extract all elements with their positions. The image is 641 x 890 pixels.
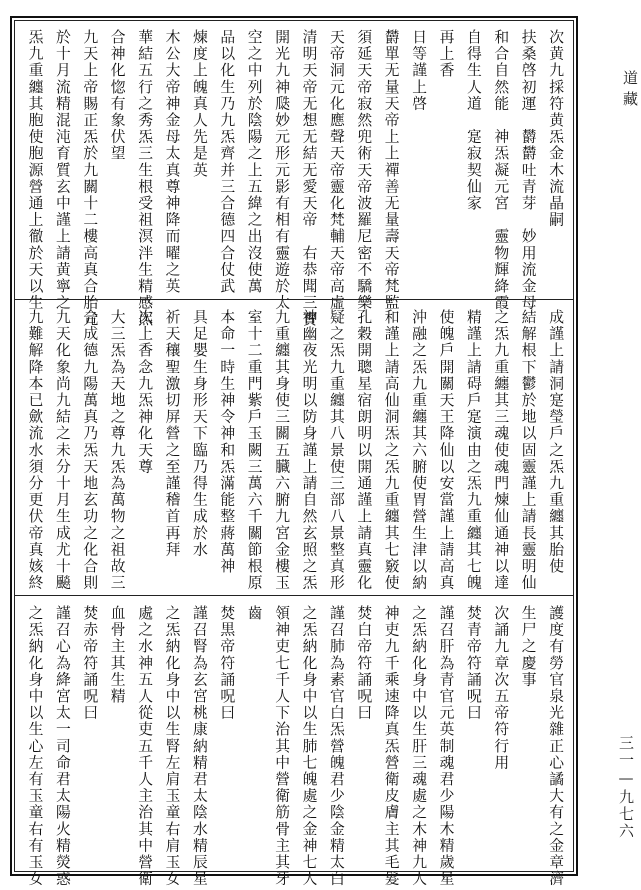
text-column: 齒 [245, 605, 263, 622]
text-column: 謹召腎為玄宮桃康納精君太陰水精辰星 [190, 605, 208, 888]
text-column: 之炁納化身中以生心左有玉童右有玉女 [26, 605, 44, 888]
text-column: 生尸之慶事 [519, 605, 537, 688]
text-column: 神吏九千乘速降真炁營衛皮膚主其毛髮 [382, 605, 400, 888]
text-column: 之炁納化身中以生肝三魂處之木神九人 [410, 605, 428, 888]
text-column: 日等謹上啓 [410, 29, 428, 112]
text-column: 具足嬰生身形天下臨乃得生成於水 [190, 309, 208, 558]
text-column: 神幽夜光明以防身謹上請自然玄照之炁 [300, 309, 318, 592]
text-column: 疑之炁九重纏其八景使三部八景整真形 [327, 309, 345, 592]
text-column: 須延天帝寂然兜術天帝波羅尼密不驕樂 [355, 29, 373, 312]
text-column: 沖融之炁九重纏其六腑使胃營生津以納 [410, 309, 428, 592]
text-column: 之炁九重纏其三魂使魂門煉仙通神以達 [492, 309, 510, 592]
text-column: 成謹上請洞寔瑩戶之炁九重纏其胎使 [547, 309, 565, 575]
text-column: 血骨主其生精 [108, 605, 126, 705]
text-column: 合神化惚有象伏望 [108, 29, 126, 162]
text-column: 品以化生乃九炁齊并三合德四合仗武 [218, 29, 236, 295]
text-column: 次黄九採符黄炁金木流晶嗣 [547, 29, 565, 229]
text-column: 謹召肺為素官白炁營魄君少陰金精太白 [327, 605, 345, 888]
text-column: 使魄戶開關天王降仙以安當謹上請高真 [437, 309, 455, 592]
text-column: 九天上帝賜正炁於九關十二樓高真合胎元 [81, 29, 99, 328]
text-column: 孔穀開聰星宿朗明以開通謹上請真靈化 [355, 309, 373, 592]
text-column: 次上香念九炁神化天尊 [136, 309, 154, 475]
text-column: 大三炁為天地之尊九炁為萬物之祖故三 [108, 309, 126, 592]
text-column: 九難解降本已歛流水須分更伏帝真姟終 [26, 309, 44, 592]
panel-divider [15, 299, 573, 300]
text-column: 之炁納化身中以生腎左肩玉童右肩玉女 [163, 605, 181, 888]
text-column: 室十二重門紫戶玉闕三萬六千關節根原 [245, 309, 263, 592]
text-column: 焚青帝符誦呪曰 [464, 605, 482, 722]
text-column: 祈天穰聖激切屏營之至謹稽首再拜 [163, 309, 181, 558]
text-column: 於十月流精混沌育質玄中謹上請黄寧之 [53, 29, 71, 312]
text-column: 謹召肝為青官元英制魂君少陽木精歲星 [437, 605, 455, 888]
text-column: 和合自然能 神炁凝元宮 靈物輝絳霞 [492, 29, 510, 312]
text-column: 之炁納化身中以生肺七魄處之金神七人 [300, 605, 318, 888]
text-column: 炁九重纏其胞使胞源營通上徹於天以生 [26, 29, 44, 312]
text-column: 合成德九陽萬真乃炁天地玄功之化合則 [81, 309, 99, 592]
text-column: 自得生人道 寔寂契仙家 [464, 29, 482, 212]
text-column: 精謹上請碍戶寔演由之炁九重纏其七魄 [464, 309, 482, 592]
upper-panel [21, 29, 569, 328]
text-column: 天帝洞元化應聲天帝靈化梵輔天帝高虛 [327, 29, 345, 312]
page-frame [14, 20, 574, 888]
panel-divider [15, 595, 573, 596]
text-column: 本命一時生神令神和炁滿能整蔣萬神 [218, 309, 236, 575]
middle-panel [21, 309, 569, 591]
text-column: 華結五行之秀炁三生根受祖溟泮生精感炁 [136, 29, 154, 328]
text-column: 清明天帝无想无結无愛天帝 右恭聞三寳 [300, 29, 318, 328]
text-column: 空之中列於陰陽之上五緯之出沒使萬 [245, 29, 263, 295]
text-column: 木公大帝神金母太真尊神降而曜之英 [163, 29, 181, 295]
text-column: 焚黒帝符誦呪曰 [218, 605, 236, 722]
page-number: 三一—九七六 [617, 735, 635, 840]
text-column: 焚白帝符誦呪曰 [355, 605, 373, 722]
book-title: 道藏 [621, 70, 639, 112]
text-column: 煉度上魄真人先是英 [190, 29, 208, 179]
text-column: 和謹上請高仙洞炁之炁九重纏其七竅使 [382, 309, 400, 592]
text-column: 九重纏其身使三關五臓六腑九宮金樓玉 [273, 309, 291, 592]
text-column: 欝單无量天帝上上禪善无量壽天帝梵監 [382, 29, 400, 312]
text-column: 焚赤帝符誦呪曰 [81, 605, 99, 722]
text-column: 再上香 [437, 29, 455, 79]
text-column: 護度有勞官泉光雜正心譎大有之金章濟 [547, 605, 565, 888]
text-column: 次誦九章次五帝符行用 [492, 605, 510, 771]
text-column: 處之水神五人從吏五千人主治其中營衛 [136, 605, 154, 888]
text-column: 領神吏七千人下治其中營衛筋骨主其牙 [273, 605, 291, 888]
lower-panel [21, 605, 569, 888]
text-column: 謹召心為絳宮太一司命君太陽火精熒惑 [53, 605, 71, 888]
text-column: 九天化象尚九結之未分十月生成尤十飈 [53, 309, 71, 592]
text-column: 扶桑啓初運 欝欝吐青芽 妙用流金母 [519, 29, 537, 312]
text-column: 開光九神瓞妙元形元影有相有靈遊於太 [273, 29, 291, 312]
text-column: 結解根下鬱於地以固靈謹上請長靈明仙 [519, 309, 537, 592]
